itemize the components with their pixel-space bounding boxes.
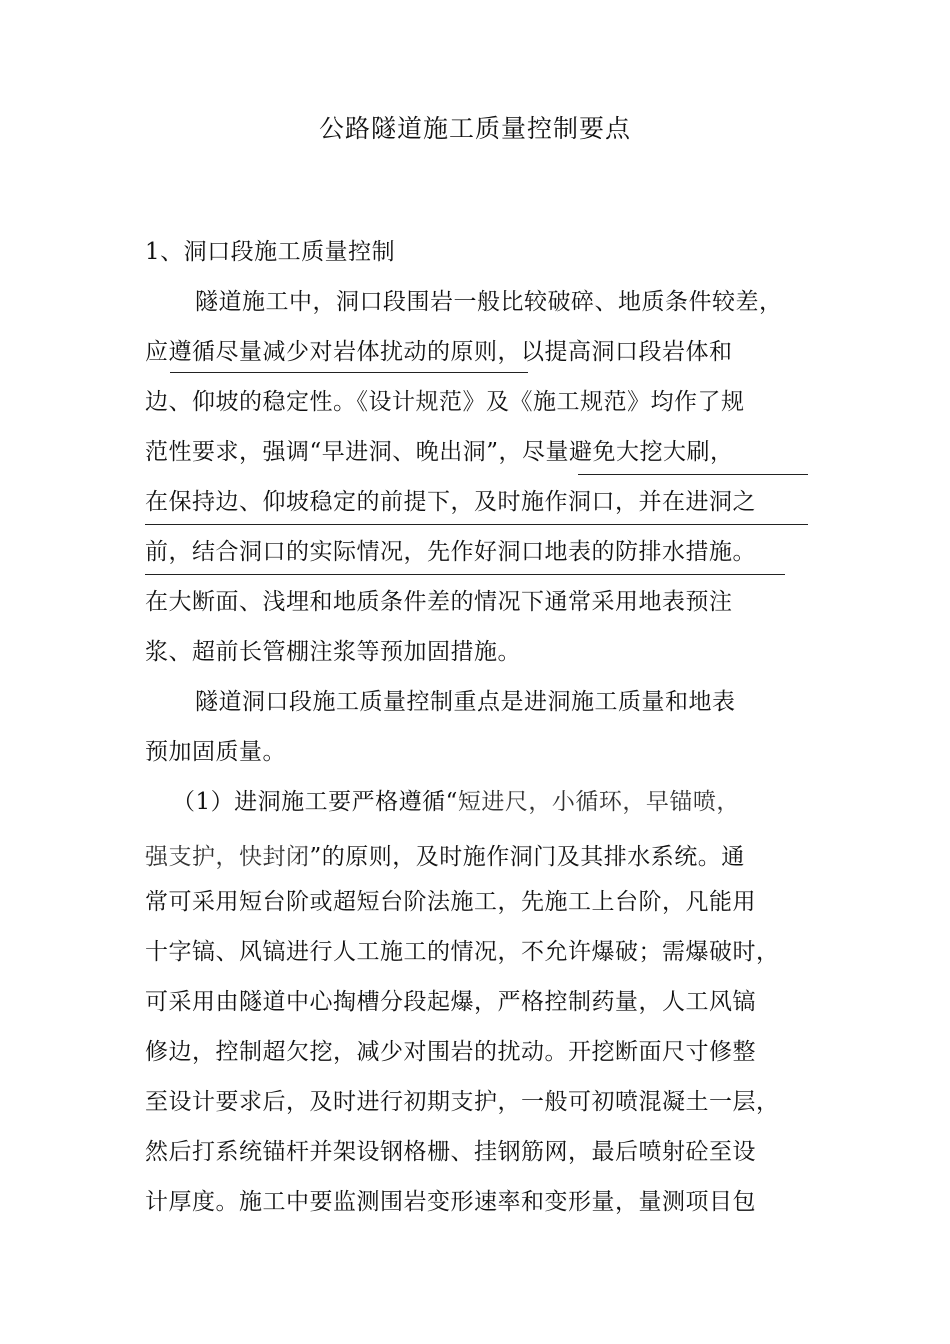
paragraph-text: ”的原则，及时施作洞门及其排水系统。通: [309, 844, 745, 870]
paragraph-line: 隧道洞口段施工质量控制重点是进洞施工质量和地表: [195, 689, 736, 715]
paragraph-line: 可采用由隧道中心掏槽分段起爆，严格控制药量，人工风镐: [145, 989, 756, 1015]
quoted-principle: 短进尺，小循环，早锚喷，: [457, 789, 740, 815]
paragraph-line: 浆、超前长管棚注浆等预加固措施。: [145, 639, 521, 665]
list-item-line: [172, 786, 740, 818]
text-underline: [145, 524, 808, 525]
text-underline: [145, 574, 785, 575]
paragraph-line: 十字镐、风镐进行人工施工的情况，不允许爆破；需爆破时，: [145, 939, 780, 965]
paragraph-line: 边、仰坡的稳定性。《设计规范》及《施工规范》均作了规: [145, 389, 745, 415]
paragraph-line: 修边，控制超欠挖，减少对围岩的扰动。开挖断面尺寸修整: [145, 1039, 756, 1065]
paragraph-line: 隧道施工中，洞口段围岩一般比较破碎、地质条件较差，: [195, 289, 783, 315]
paragraph-line: 范性要求，强调“早进洞、晚出洞”，尽量避免大挖大刷，: [145, 439, 734, 465]
paragraph-line: 预加固质量。: [145, 739, 286, 765]
text-underline: [170, 372, 528, 373]
paragraph-line: 计厚度。施工中要监测围岩变形速率和变形量，量测项目包: [145, 1189, 756, 1215]
paragraph-line: 在保持边、仰坡稳定的前提下，及时施作洞口，并在进洞之: [145, 489, 756, 515]
section-heading: 1、洞口段施工质量控制: [145, 239, 396, 265]
paragraph-line: 应遵循尽量减少对岩体扰动的原则，以提高洞口段岩体和: [145, 339, 733, 365]
quoted-principle: 强支护，快封闭: [145, 844, 310, 870]
document-title: 公路隧道施工质量控制要点: [318, 114, 631, 143]
paragraph-line: 前，结合洞口的实际情况，先作好洞口地表的防排水措施。: [145, 539, 756, 565]
paragraph-line: 然后打系统锚杆并架设钢格栅、挂钢筋网，最后喷射砼至设: [145, 1139, 756, 1165]
text-underline: [578, 474, 808, 475]
paragraph-line: 在大断面、浅埋和地质条件差的情况下通常采用地表预注: [145, 589, 733, 615]
paragraph-line: [145, 841, 745, 873]
list-item-text: （1）进洞施工要严格遵循“: [172, 789, 458, 815]
paragraph-line: 至设计要求后，及时进行初期支护，一般可初喷混凝土一层，: [145, 1089, 780, 1115]
paragraph-line: 常可采用短台阶或超短台阶法施工，先施工上台阶，凡能用: [145, 889, 756, 915]
